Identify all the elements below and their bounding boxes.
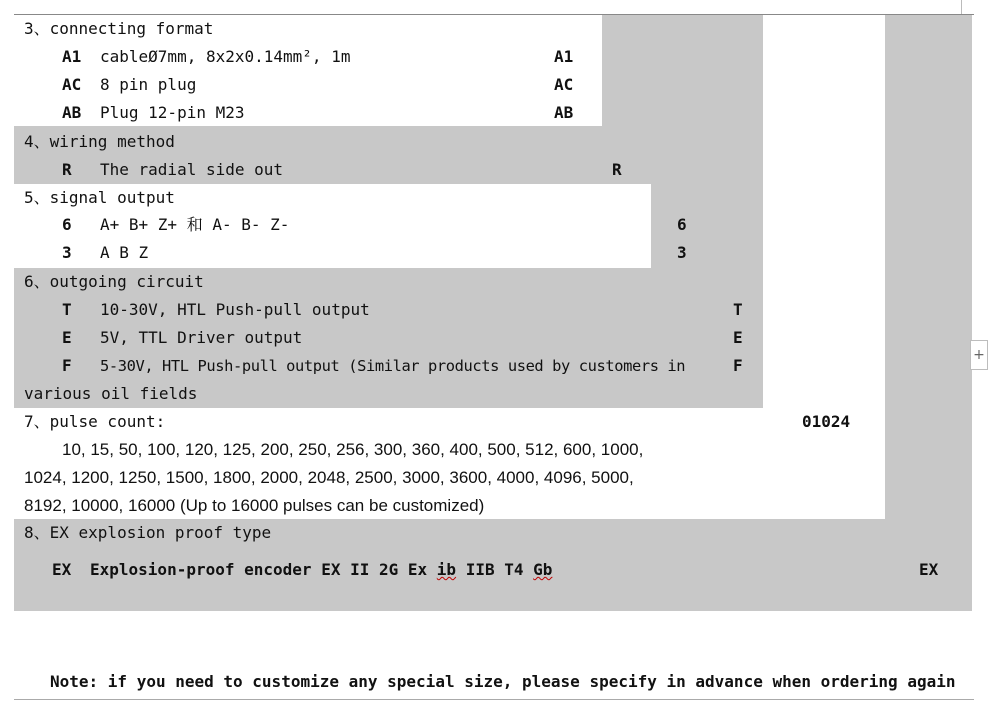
section-4-header: 4、wiring method	[24, 132, 175, 151]
add-row-button[interactable]: +	[970, 340, 988, 370]
s6-desc-f: 5-30V, HTL Push-pull output (Similar products used by customers in	[100, 357, 686, 375]
s3-code-ac: AC	[554, 75, 574, 94]
s6-key-e: E	[62, 328, 72, 347]
s7-pulse-line-3: 8192, 10000, 16000 (Up to 16000 pulses can be customized)	[24, 496, 485, 515]
s3-key-a1: A1	[62, 47, 82, 66]
s8-desc-part1: Explosion-proof encoder EX II 2G Ex	[90, 560, 428, 579]
section-7-header: 7、pulse count:	[24, 412, 166, 431]
section-8-header: 8、EX explosion proof type	[24, 523, 272, 542]
section-6-header: 6、outgoing circuit	[24, 272, 204, 291]
s4-desc-r: The radial side out	[100, 160, 284, 179]
s4-code-r: R	[612, 160, 622, 179]
s8-desc	[90, 558, 552, 582]
s3-desc-a1: cableØ7mm, 8x2x0.14mm², 1m	[100, 47, 351, 66]
s8-code: EX	[919, 560, 939, 579]
section-5-header: 5、signal output	[24, 188, 175, 207]
s3-code-ab: AB	[554, 103, 574, 122]
s3-desc-ac: 8 pin plug	[100, 75, 197, 94]
s8-desc-part2: IIB T4	[465, 560, 524, 579]
s4-key-r: R	[62, 160, 72, 179]
s5-code-3: 3	[677, 243, 687, 262]
s8-key: EX	[52, 560, 72, 579]
section-3-header: 3、connecting format	[24, 19, 214, 38]
s3-code-a1: A1	[554, 47, 574, 66]
s6-key-t: T	[62, 300, 72, 319]
page-top-rule	[14, 14, 974, 15]
s5-desc-6: A+ B+ Z+ 和 A- B- Z-	[100, 215, 290, 234]
page-corner-mark	[961, 0, 962, 14]
s5-key-6: 6	[62, 215, 72, 234]
shade-col-a1	[602, 14, 651, 126]
s6-code-f: F	[733, 356, 743, 375]
s7-pulse-line-2: 1024, 1200, 1250, 1500, 1800, 2000, 2048, 2500, 3000, 3600, 4000, 4096, 5000,	[24, 468, 634, 487]
s6-continuation: various oil fields	[24, 384, 198, 403]
s7-pulse-line-1: 10, 15, 50, 100, 120, 125, 200, 250, 256, 300, 360, 400, 500, 512, 600, 1000,	[62, 440, 644, 459]
s5-code-6: 6	[677, 215, 687, 234]
page-bottom-rule	[14, 699, 974, 700]
s7-code: 01024	[802, 412, 851, 431]
s8-desc-gb: Gb	[533, 560, 553, 579]
s6-key-f: F	[62, 356, 72, 375]
s6-code-e: E	[733, 328, 743, 347]
s3-key-ac: AC	[62, 75, 82, 94]
s8-desc-ib: ib	[436, 560, 457, 579]
s5-key-3: 3	[62, 243, 72, 262]
order-note: Note: if you need to customize any special size, please specify in advance when ordering again	[50, 672, 956, 691]
shade-col-ex	[885, 14, 972, 520]
s6-code-t: T	[733, 300, 743, 319]
s3-key-ab: AB	[62, 103, 82, 122]
s6-desc-t: 10-30V, HTL Push-pull output	[100, 300, 370, 319]
s6-desc-e: 5V, TTL Driver output	[100, 328, 303, 347]
s5-desc-3: A B Z	[100, 243, 149, 262]
s3-desc-ab: Plug 12-pin M23	[100, 103, 245, 122]
